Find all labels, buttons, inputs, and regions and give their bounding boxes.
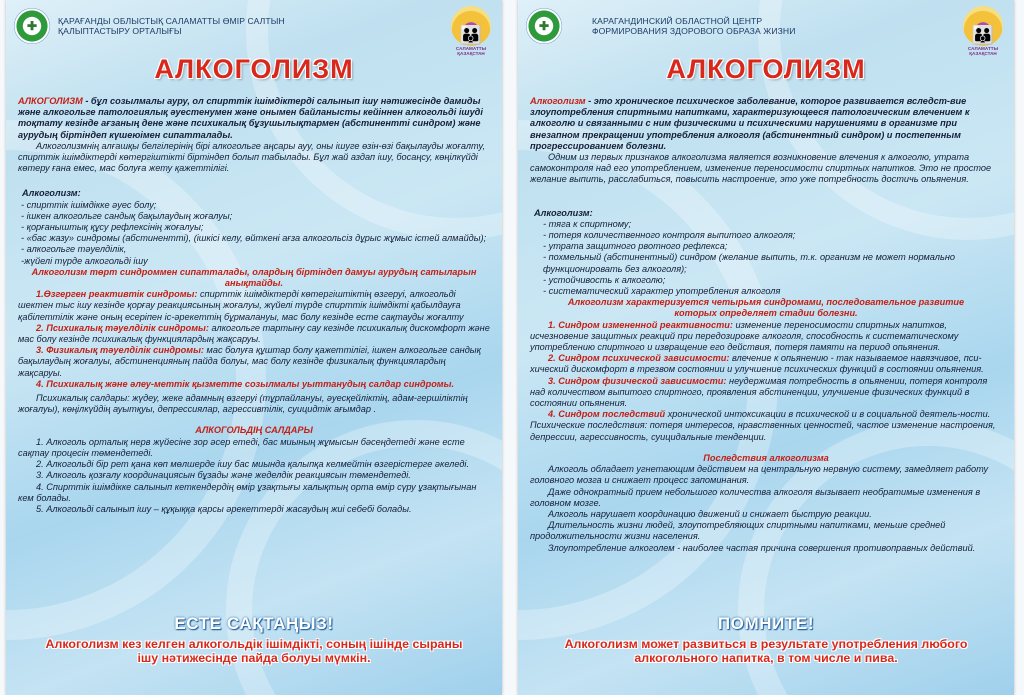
- syndrome-list: [530, 320, 1002, 443]
- org-name: ҚАРАҒАНДЫ ОБЛЫСТЫҚ САЛАМАТТЫ ӨМІР САЛТЫН ҚАЛЫПТАСТЫРУ ОРТАЛЫҒЫ: [58, 16, 285, 36]
- syndrome-text: мас болуға құштар болу қажеттілігі, ішкен алкогольге сандық бақылаудың жоғалуы, абстиненцияның пайда болуы, мас болу кезінде физикалық функциялардың жақсаруы.: [18, 345, 481, 378]
- consequence-item: 2. Алкогольді бір рет қана көп мөлшерде ішу бас миында қалыпқа келмейтін өзгерістерге әкеледі.: [36, 459, 470, 470]
- consequence-item: 4. Спирттік ішімдікке салынып кеткендердің өмір ұзақтығы халықтың орта өмір сүру ұзақтығынан кем болады.: [18, 481, 477, 503]
- syndrome-heading: 2. Психикалық тәуелділік синдромы:: [36, 322, 209, 333]
- remember-title: ПОМНИТЕ!: [717, 614, 815, 633]
- intro-paragraph: Одним из первых признаков алкоголизма является возникновение влечения к алкоголю, утрата самоконтроля над его употреблением, изменение переносимости спиртных напитков. Это не простое желание выпить, расслабиться, повысить настроение, это уже потребность достичь опьянения.: [530, 152, 992, 185]
- consequence-item: Даже однократный прием небольшого количества алкоголя вызывает необратимые изменения в головном мозге.: [530, 486, 981, 508]
- symptom-item: - систематический характер употребления алкоголя: [543, 286, 781, 297]
- alcoholism-label: Алкоголизм:: [534, 207, 593, 218]
- symptom-item: - қорғаныштық құсу рефлексінің жоғалуы;: [21, 222, 204, 233]
- poster-body: [18, 96, 490, 515]
- syndrome-heading: 3. Физикалық тәуелділік синдромы:: [36, 345, 204, 356]
- salamatty-kazakhstan-logo-icon: 👪 САЛАМАТТЫ ҚАЗАҚСТАН: [960, 6, 1006, 62]
- syndrome-list: [18, 289, 490, 390]
- syndrome-heading: 4. Синдром последствий: [548, 409, 666, 420]
- syndrome-item: [530, 353, 1002, 375]
- syndrome-item: [18, 323, 490, 345]
- syndrome-text: изменение переносимости спиртных напитков, исчезновение защитных реакций при передозировке алкоголя, способность к систематическому употреблению спиртного и извращение его действия, потеря памяти на период опьянения.: [530, 319, 959, 353]
- syndromes-title: Алкоголизм характеризуется четырьмя синдромами, последовательное развитие которых определяет стадии болезни.: [567, 297, 965, 319]
- symptom-item: -жүйелі түрде алкогольді ішу: [21, 255, 148, 266]
- symptom-item: - устойчивость к алкоголю;: [543, 274, 666, 285]
- consequence-item: 5. Алкогольді салынып ішу – құқыққа қарсы әрекеттерді жасаудың жиі себебі болады.: [36, 503, 412, 514]
- remember-title: ЕСТЕ САҚТАҢЫЗ!: [174, 614, 334, 633]
- intro-paragraph: Алкоголизмнің алғашқы белгілерінің бірі алкогольге аңсары ауу, оны ішуге өзін-өзі бақылауды жоғалту, спирттік ішімдіктерді көтергіштікті біртіндеп болып табылады. Бұл жай аздап ішу, босаңсу, көңілкүйді көтеру ғана емес, мас болуға жету қажеттілігі.: [18, 140, 485, 174]
- consequence-item: Алкоголь нарушает координацию движений и снижает быструю реакции.: [548, 508, 872, 519]
- symptom-list: [530, 219, 1002, 297]
- syndrome-item: [18, 289, 490, 323]
- poster-title: АЛКОГОЛИЗМ: [666, 54, 866, 84]
- symptom-item: - похмельный (абстинентный) синдром (желание выпить, т.к. организм не может нормально функционировать без алкоголя);: [543, 252, 955, 274]
- salamatty-kazakhstan-logo-icon: 👪 САЛАМАТТЫ ҚАЗАҚСТАН: [448, 6, 494, 62]
- symptom-item: - утрата защитного рвотного рефлекса;: [543, 241, 728, 252]
- consequence-item: Злоупотребление алкоголем - наиболее частая причина совершения противоправных действий.: [548, 542, 976, 553]
- alcoholism-label: Алкоголизм:: [22, 188, 81, 199]
- syndrome-item: [18, 379, 490, 390]
- org-name: КАРАГАНДИНСКИЙ ОБЛАСТНОЙ ЦЕНТР ФОРМИРОВАНИЯ ЗДОРОВОГО ОБРАЗА ЖИЗНИ: [592, 16, 796, 36]
- definition: АЛКОГОЛИЗМ - бұл созылмалы ауру, ол спирттік ішімдіктерді салынып ішу нәтижесінде дамиды және алкогольге патологиялық әуестенумен және онымен байланысты кейіннен алкогольді ішуді тоқтату кезінде ағзаның дене және психикалық бұзушылықтармен (абстинентті синдром) және аурудың біртіндеп күшеюімен сипатталады.: [18, 96, 483, 140]
- syndrome-text: хронической интоксикации в психической и в социальной деятель-ности. Психические последствия: потеря интересов, нравственных ценностей, частое изменение настроения, депрессии, агрессивность, суицидальные тенденции.: [530, 409, 996, 442]
- syndrome-text: алкогольге тартыну сау кезінде психикалық дискомфорт және мас болу кезінде психикалық функциялардың жақсаруы.: [18, 322, 490, 345]
- syndrome-item: [530, 409, 1002, 443]
- symptom-item: - алкогольге тәуелділік,: [21, 244, 127, 255]
- syndrome-heading: 4. Психикалық және әлеу-меттік қызметте созылмалы уыттанудың салдар синдромы.: [36, 378, 454, 389]
- symptom-item: - спирттік ішімдікке әуес болу;: [21, 199, 157, 210]
- remember-text: Алкоголизм может развиться в результате употребления любого алкогольного напитка, в том числе и пива.: [564, 637, 968, 665]
- syndrome-text: влечение к опьянению - так называемое навязчивое, пси-хический дискомфорт в трезвом состоянии и улучшение психических функций в состоянии опьянения.: [530, 353, 984, 375]
- syndrome-item: [18, 345, 490, 379]
- syndrome-heading: 2. Синдром психической зависимости:: [548, 353, 730, 364]
- syndrome-heading: 1.Өзгерген реактивтік синдромы:: [36, 289, 198, 300]
- consequence-item: 3. Алкоголь қозғалу координациясын бұзады және жеделдік реакциясын төмендетеді.: [36, 470, 411, 481]
- consequence-list: [530, 464, 1002, 554]
- poster-russian: [518, 0, 1014, 695]
- org-logo-icon: ✚: [526, 8, 562, 44]
- symptom-item: - ішкен алкогольге сандық бақылаудың жоғалуы;: [21, 210, 233, 221]
- symptom-item: - тяга к спиртному;: [543, 218, 632, 229]
- syndrome-item: [530, 320, 1002, 354]
- syndrome-text: спирттік ішімдіктерді көтергіштіктің өзгеруі, алкогольді шектен тыс ішу кезінде қорғау реакцияcының жоғалуы, жүйелі түрде спирттік ішімдікті қабылдауға қабілеттілік және оның есеріпен іс-әрекеттің бұрмалануы, мас болу кезінде есте сақтауды жоғалту: [18, 289, 464, 322]
- psych-consequences: Психикалық салдары: жүдеу, жеке адамның өзгеруі (тұрпайлануы, әуесқейліктің, адам-гершіліктің жоғалуы), көңілкүйдің ауытқуы, депрессиялар, агрессивтілік, суицидтік ағымдар .: [18, 393, 468, 415]
- syndromes-title: Алкоголизм төрт синдроммен сипатталады, олардың біртіндеп дамуы аурудың сатыларын анықтайды.: [31, 266, 477, 289]
- symptom-list: [18, 200, 490, 267]
- org-logo-icon: ✚: [14, 8, 50, 44]
- consequence-item: Алкоголь обладает угнетающим действием на центральную нервную систему, замедляет работу головного мозга и снижает процесс запоминания.: [530, 464, 989, 486]
- syndrome-heading: 3. Синдром физической зависимости:: [548, 375, 727, 386]
- symptom-item: - «бас жазу» синдромы (абстинентті), (ішкісі келу, өйткені ағза алкогольсіз дұрыс жұмыс істей алмайды);: [21, 233, 487, 244]
- poster-title: АЛКОГОЛИЗМ: [154, 54, 354, 84]
- remember-text: Алкоголизм кез келген алкогольдік ішімдікті, соның ішінде сыраны ішу нәтижесінде пайда болуы мүмкін.: [45, 637, 463, 665]
- consequences-title: АЛКОГОЛЬДІҢ САЛДАРЫ: [195, 425, 313, 436]
- syndrome-text: неудержимая потребность в опьянении, потеря контроля над количеством выпитого спиртного, проявления абстиненции, улучшение физических функций в состоянии опьянения.: [530, 375, 988, 409]
- consequences-title: Последствия алкоголизма: [703, 452, 829, 463]
- syndrome-item: [530, 376, 1002, 410]
- definition: Алкоголизм - это хроническое психическое заболевание, которое развивается вследст-вие злоупотребления спиртными напитками, характеризующееся патологическим влечением к алкоголю и связанными с ним физическими и психическими нарушениями в организме при внезапном прекращении употребления алкоголя (абстинентный синдром) и постепенным прогрессированием болезни.: [530, 96, 970, 151]
- consequence-item: Длительность жизни людей, злоупотребляющих спиртными напитками, меньше средней продолжительности жизни населения.: [530, 520, 946, 542]
- symptom-item: - потеря количественного контроля выпитого алкоголя;: [543, 230, 796, 241]
- syndrome-heading: 1. Синдром измененной реактивности:: [548, 319, 733, 330]
- consequence-list: [18, 437, 490, 515]
- poster-kazakh: [6, 0, 502, 695]
- poster-body: [530, 96, 1002, 554]
- header: [526, 6, 1006, 56]
- consequence-item: 1. Алкоголь орталық нерв жүйесіне зор әсер етеді, бас миының жұмысын бәсеңдетеді және есте сақтау процесін төмендетеді.: [18, 436, 465, 458]
- header: [14, 6, 494, 56]
